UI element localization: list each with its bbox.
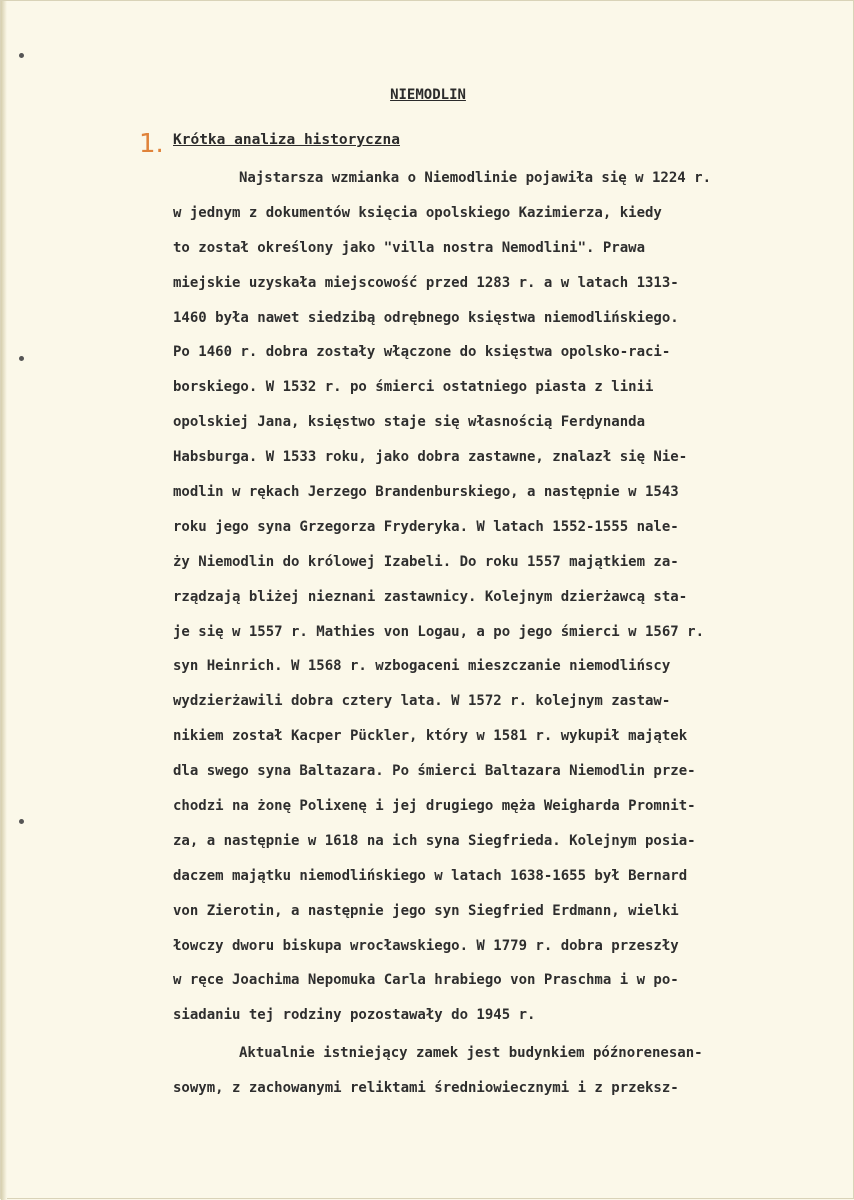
text-line: Habsburga. W 1533 roku, jako dobra zastawne, znalazł się Nie- (173, 449, 688, 466)
text-line: von Zierotin, a następnie jego syn Siegfried Erdmann, wielki (173, 902, 679, 919)
text-line: 1460 była nawet siedzibą odrębnego księstwa niemodlińskiego. (173, 309, 679, 326)
paragraph-history (173, 161, 813, 1033)
text-line: modlin w rękach Jerzego Brandenburskiego, a następnie w 1543 (173, 484, 679, 501)
binding-hole (19, 819, 24, 824)
text-line: Aktualnie istniejący zamek jest budynkiem późnorenesan- (239, 1045, 703, 1061)
text-line: chodzi na żonę Polixenę i jej drugiego męża Weigharda Promnit- (173, 798, 696, 815)
text-line: w ręce Joachima Nepomuka Carla hrabiego von Praschma i w po- (173, 972, 679, 989)
document-title: NIEMODLIN (390, 87, 466, 103)
text-line: borskiego. W 1532 r. po śmierci ostatniego piasta z linii (173, 379, 654, 396)
text-line: syn Heinrich. W 1568 r. wzbogaceni mieszczanie niemodlińscy (173, 658, 671, 675)
text-line: opolskiej Jana, księstwo staje się własnością Ferdynanda (173, 414, 646, 431)
section-title: Krótka analiza historyczna (173, 132, 400, 148)
text-line: Po 1460 r. dobra zostały włączone do księstwa opolsko-raci- (173, 344, 671, 361)
text-line: to został określony jako "villa nostra Nemodlini". Prawa (173, 239, 646, 256)
section-number-annotation: 1. (139, 129, 164, 159)
page-edge (1, 1, 7, 1200)
text-line: dla swego syna Baltazara. Po śmierci Baltazara Niemodlin prze- (173, 763, 696, 780)
paragraph-castle (173, 1036, 813, 1106)
text-line: Najstarsza wzmianka o Niemodlinie pojawiła się w 1224 r. (239, 170, 712, 186)
text-line: w jednym z dokumentów księcia opolskiego Kazimierza, kiedy (173, 204, 662, 221)
text-line: za, a następnie w 1618 na ich syna Siegfrieda. Kolejnym posia- (173, 832, 696, 849)
binding-hole (19, 356, 24, 361)
text-line: ży Niemodlin do królowej Izabeli. Do roku 1557 majątkiem za- (173, 553, 679, 570)
text-line: sowym, z zachowanymi reliktami średniowiecznymi i z przeksz- (173, 1079, 679, 1096)
text-line: je się w 1557 r. Mathies von Logau, a po jego śmierci w 1567 r. (173, 623, 705, 640)
text-line: daczem majątku niemodlińskiego w latach 1638-1655 był Bernard (173, 867, 688, 884)
text-line: łowczy dworu biskupa wrocławskiego. W 1779 r. dobra przeszły (173, 937, 679, 954)
text-line: rządzają bliżej nieznani zastawnicy. Kolejnym dzierżawcą sta- (173, 588, 688, 605)
text-line: nikiem został Kacper Pückler, który w 1581 r. wykupił majątek (173, 728, 688, 745)
text-line: miejskie uzyskała miejscowość przed 1283 r. a w latach 1313- (173, 274, 679, 291)
binding-hole (19, 53, 24, 58)
text-line: siadaniu tej rodziny pozostawały do 1945 r. (173, 1007, 536, 1024)
text-line: roku jego syna Grzegorza Fryderyka. W latach 1552-1555 nale- (173, 518, 679, 535)
text-line: wydzierżawili dobra cztery lata. W 1572 r. kolejnym zastaw- (173, 693, 671, 710)
